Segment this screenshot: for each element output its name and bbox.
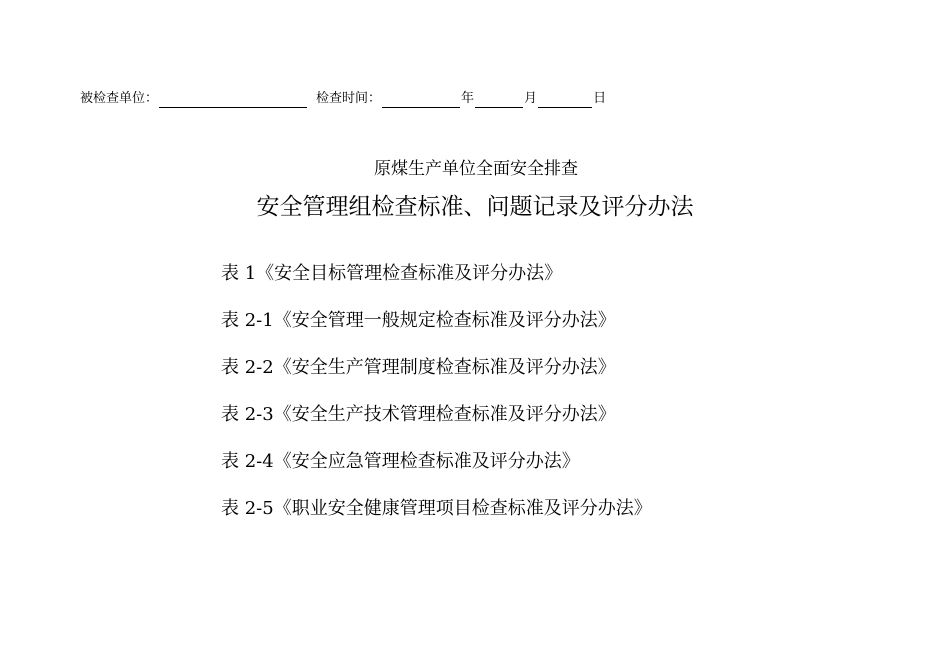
inspection-time-label: 检查时间： xyxy=(316,91,382,106)
toc-item: 表 1《安全目标管理检查标准及评分办法》 xyxy=(221,263,563,284)
document-title: 安全管理组检查标准、问题记录及评分办法 xyxy=(256,194,694,220)
inspection-header xyxy=(80,90,606,108)
toc-item: 表 2-5《职业安全健康管理项目检查标准及评分办法》 xyxy=(221,498,652,519)
toc-item: 表 2-3《安全生产技术管理检查标准及评分办法》 xyxy=(221,404,616,425)
day-blank[interactable] xyxy=(538,93,592,108)
document-subtitle xyxy=(0,158,950,180)
month-blank[interactable] xyxy=(475,93,523,108)
inspected-unit-blank[interactable] xyxy=(159,93,307,108)
day-label: 日 xyxy=(593,91,607,106)
toc-item: 表 2-4《安全应急管理检查标准及评分办法》 xyxy=(221,451,580,472)
month-label: 月 xyxy=(524,91,538,106)
table-of-contents xyxy=(221,262,652,544)
document-subtitle-text: 原煤生产单位全面安全排查 xyxy=(374,159,578,179)
toc-item: 表 2-2《安全生产管理制度检查标准及评分办法》 xyxy=(221,357,616,378)
year-blank[interactable] xyxy=(382,93,460,108)
year-label: 年 xyxy=(461,91,475,106)
toc-item: 表 2-1《安全管理一般规定检查标准及评分办法》 xyxy=(221,310,616,331)
inspected-unit-label: 被检查单位： xyxy=(80,91,159,106)
